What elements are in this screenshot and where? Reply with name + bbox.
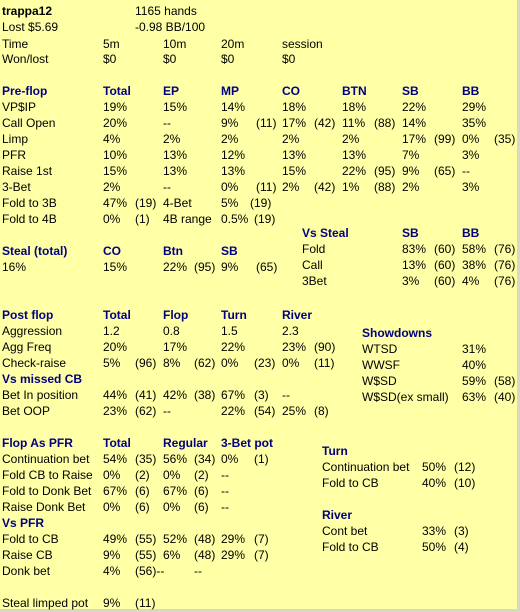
cell-count: (8): [314, 404, 329, 418]
steal-col-sb: SB: [221, 244, 238, 258]
lost-amount: Lost $5.69: [2, 20, 59, 34]
cell-count: (35): [494, 132, 516, 146]
row-label: Fold to 4B: [2, 212, 57, 226]
cell: 1%: [342, 180, 360, 194]
cell: 10%: [103, 148, 128, 162]
cell-count: (3): [454, 524, 469, 538]
cell: --: [462, 164, 470, 178]
cell: 29%: [221, 548, 246, 562]
cell: 2%: [402, 180, 420, 194]
turn-title: Turn: [322, 444, 348, 458]
cell: 67%: [103, 484, 128, 498]
vs-steal-title: Vs Steal: [302, 226, 349, 240]
cell: 19%: [103, 100, 128, 114]
cell: --: [221, 484, 229, 498]
vs-steal-col-sb: SB: [402, 226, 419, 240]
cell: 18%: [342, 100, 367, 114]
row-label: PFR: [2, 148, 26, 162]
cell: 35%: [462, 116, 487, 130]
hands-count: 1165 hands: [135, 4, 197, 18]
cell: 12%: [221, 148, 246, 162]
row-label: Call: [302, 258, 323, 272]
cell: 0%: [163, 500, 181, 514]
preflop-col-total: Total: [103, 84, 131, 98]
showdowns-title: Showdowns: [362, 326, 432, 340]
cell: 56%: [163, 452, 188, 466]
cell-count: (88): [374, 116, 396, 130]
flop-pfr-col-regular: Regular: [163, 436, 208, 450]
cell: 29%: [462, 100, 487, 114]
cell-count: (76): [494, 242, 516, 256]
cell-count: (6): [194, 484, 209, 498]
cell-count: (60): [434, 258, 456, 272]
cell-count: (10): [454, 476, 476, 490]
cell: 5%: [221, 196, 239, 210]
cell-count: (55): [135, 548, 157, 562]
row-label: Fold to CB: [322, 476, 379, 490]
cell: 52%: [163, 532, 188, 546]
preflop-title: Pre-flop: [2, 84, 48, 98]
cell: --: [163, 116, 171, 130]
postflop-col-river: River: [282, 308, 313, 322]
cell-count: (2): [194, 468, 209, 482]
cell: 0%: [462, 132, 480, 146]
cell: 13%: [402, 258, 427, 272]
row-label: Fold: [302, 242, 326, 256]
cell: 3%: [462, 148, 480, 162]
row-label: Raise Donk Bet: [2, 500, 86, 514]
flop-pfr-title: Flop As PFR: [2, 436, 73, 450]
cell-count: (11): [135, 596, 156, 610]
vs-pfr-title: Vs PFR: [2, 516, 45, 530]
row-label: Fold to 3B: [2, 196, 57, 210]
cell: 31%: [462, 342, 487, 356]
cell-count: (3): [254, 388, 269, 402]
cell: 13%: [163, 148, 188, 162]
cell-count: (90): [314, 340, 336, 354]
cell: 0%: [103, 500, 121, 514]
row-label: VP$IP: [2, 100, 37, 114]
cell-count: (55): [135, 532, 157, 546]
cell: 15%: [103, 260, 128, 274]
cell: 54%: [103, 452, 128, 466]
row-label: W$SD(ex small): [362, 390, 449, 404]
cell: 22%: [342, 164, 367, 178]
cell: 22%: [163, 260, 188, 274]
row-label: Raise 1st: [2, 164, 53, 178]
four-bet-label: 4-Bet: [163, 196, 192, 210]
row-label: Steal limped pot: [2, 596, 89, 610]
preflop-col-mp: MP: [221, 84, 239, 98]
cell-count: (65): [434, 164, 456, 178]
cell-count: (42): [314, 180, 336, 194]
cell: 4%: [462, 274, 480, 288]
cell-count: (58): [494, 374, 516, 388]
cell: 22%: [221, 404, 246, 418]
row-label: Fold to Donk Bet: [2, 484, 92, 498]
steal-col-co: CO: [103, 244, 121, 258]
time-col-10m: 10m: [163, 37, 187, 51]
row-label: 3Bet: [302, 274, 327, 288]
cell: 83%: [402, 242, 427, 256]
won-value: $0: [221, 52, 235, 66]
cell: 0%: [103, 212, 121, 226]
cell: 9%: [103, 548, 121, 562]
cell: 15%: [282, 164, 307, 178]
cell-count: (62): [194, 356, 216, 370]
preflop-col-ep: EP: [163, 84, 180, 98]
row-label: Agg Freq: [2, 340, 52, 354]
cell-count: (60): [434, 274, 456, 288]
cell: 13%: [282, 148, 307, 162]
won-lost-label: Won/lost: [2, 52, 49, 66]
cell: 2%: [221, 132, 239, 146]
cell: 0%: [221, 180, 239, 194]
cell-count: (34): [194, 452, 216, 466]
cell: 9%: [221, 116, 239, 130]
row-label: Raise CB: [2, 548, 53, 562]
cell-count: (1): [135, 212, 150, 226]
cell-count: (95): [374, 164, 396, 178]
cell: 14%: [402, 116, 427, 130]
cell: --: [221, 468, 229, 482]
missed-cb-title: Vs missed CB: [2, 372, 83, 386]
cell: 6%: [163, 548, 181, 562]
cell: 3%: [462, 180, 480, 194]
cell: 13%: [342, 148, 367, 162]
cell: 23%: [103, 404, 128, 418]
cell: 25%: [282, 404, 307, 418]
cell-count: (38): [194, 388, 216, 402]
cell-count: (19): [250, 196, 272, 210]
cell: 0%: [221, 452, 239, 466]
cell: 59%: [462, 374, 487, 388]
cell-count: (54): [254, 404, 276, 418]
cell-count: (1): [254, 452, 269, 466]
cell: 33%: [422, 524, 447, 538]
cell-count: (41): [135, 388, 157, 402]
cell: 40%: [422, 476, 447, 490]
cell: 63%: [462, 390, 487, 404]
won-value: $0: [163, 52, 177, 66]
postflop-col-turn: Turn: [221, 308, 247, 322]
cell: 16%: [2, 260, 27, 274]
cell: 13%: [221, 164, 246, 178]
cell: --: [221, 500, 229, 514]
cell-count: (40): [494, 390, 516, 404]
row-label: Call Open: [2, 116, 56, 130]
cell: 49%: [103, 532, 128, 546]
cell-count: (56)--: [135, 564, 165, 578]
cell: 29%: [221, 532, 246, 546]
row-label: W$SD: [362, 374, 397, 388]
cell: 13%: [163, 164, 188, 178]
cell-count: (12): [454, 460, 476, 474]
cell: 0%: [103, 468, 121, 482]
time-col-5m: 5m: [103, 37, 120, 51]
cell: 20%: [103, 340, 128, 354]
row-label: Continuation bet: [2, 452, 90, 466]
cell: 47%: [103, 196, 128, 210]
cell-count: (19): [254, 212, 276, 226]
row-label: Fold to CB: [2, 532, 59, 546]
cell: 15%: [163, 100, 188, 114]
cell-count: (2): [135, 468, 150, 482]
cell: 17%: [402, 132, 427, 146]
cell-count: (6): [135, 500, 150, 514]
cell: 9%: [402, 164, 420, 178]
won-value: $0: [103, 52, 117, 66]
row-label: Limp: [2, 132, 29, 146]
cell-count: (76): [494, 258, 516, 272]
postflop-col-flop: Flop: [163, 308, 189, 322]
cell: 9%: [103, 596, 121, 610]
cell: 1.2: [103, 324, 120, 338]
river-title: River: [322, 508, 353, 522]
cell-count: (48): [194, 532, 216, 546]
cell-count: (88): [374, 180, 396, 194]
cell-count: (11): [256, 116, 277, 130]
time-col-session: session: [282, 37, 323, 51]
cell-count: (11): [314, 356, 335, 370]
cell: 50%: [422, 540, 447, 554]
cell: 18%: [282, 100, 307, 114]
cell: --: [282, 388, 290, 402]
cell-count: (48): [194, 548, 216, 562]
four-bet-range-label: 4B range: [163, 212, 212, 226]
cell: 38%: [462, 258, 487, 272]
cell: 14%: [221, 100, 246, 114]
cell-count: (60): [434, 242, 456, 256]
cell-count: (96): [135, 356, 157, 370]
cell: 2%: [342, 132, 360, 146]
vs-steal-col-bb: BB: [462, 226, 480, 240]
cell-count: (6): [135, 484, 150, 498]
cell-count: (65): [256, 260, 278, 274]
cell-count: (11): [256, 180, 277, 194]
won-value: $0: [282, 52, 296, 66]
cell: 22%: [402, 100, 427, 114]
preflop-col-co: CO: [282, 84, 300, 98]
cell: 8%: [163, 356, 181, 370]
cell-count: (6): [194, 500, 209, 514]
cell: 2%: [282, 180, 300, 194]
cell-count: (35): [135, 452, 157, 466]
cell: 15%: [103, 164, 128, 178]
cell: 2%: [103, 180, 121, 194]
preflop-col-sb: SB: [402, 84, 419, 98]
cell: 4%: [103, 132, 121, 146]
cell-count: (7): [254, 532, 269, 546]
row-label: WWSF: [362, 358, 400, 372]
row-label: 3-Bet: [2, 180, 31, 194]
cell: 0.5%: [221, 212, 249, 226]
cell: 40%: [462, 358, 487, 372]
cell: 0.8: [163, 324, 180, 338]
cell: 67%: [163, 484, 188, 498]
cell: 0%: [221, 356, 239, 370]
cell: 2%: [163, 132, 181, 146]
cell-count: (76): [494, 274, 516, 288]
cell-count: (19): [135, 196, 157, 210]
cell: 20%: [103, 116, 128, 130]
row-label: Aggression: [2, 324, 63, 338]
cell: --: [194, 564, 202, 578]
cell: 0%: [163, 468, 181, 482]
bb-per-100: -0.98 BB/100: [135, 20, 206, 34]
cell: 0%: [282, 356, 300, 370]
cell: --: [163, 180, 171, 194]
row-label: Fold to CB: [322, 540, 379, 554]
cell: 2.3: [282, 324, 299, 338]
cell: 44%: [103, 388, 128, 402]
row-label: Fold CB to Raise: [2, 468, 93, 482]
cell: 42%: [163, 388, 188, 402]
cell: 22%: [221, 340, 246, 354]
preflop-col-btn: BTN: [342, 84, 367, 98]
cell: 2%: [282, 132, 300, 146]
time-label: Time: [2, 37, 29, 51]
cell: 17%: [163, 340, 188, 354]
cell: 5%: [103, 356, 121, 370]
player-name: trappa12: [2, 4, 53, 18]
row-label: Bet OOP: [2, 404, 51, 418]
cell: 50%: [422, 460, 447, 474]
row-label: Bet In position: [2, 388, 79, 402]
cell-count: (4): [454, 540, 469, 554]
row-label: Donk bet: [2, 564, 51, 578]
cell: --: [163, 404, 171, 418]
cell: 1.5: [221, 324, 238, 338]
steal-title: Steal (total): [2, 244, 68, 258]
row-label: Cont bet: [322, 524, 368, 538]
cell: 11%: [342, 116, 366, 130]
cell-count: (7): [254, 548, 269, 562]
postflop-col-total: Total: [103, 308, 131, 322]
flop-pfr-col-total: Total: [103, 436, 131, 450]
cell-count: (23): [254, 356, 276, 370]
row-label: Check-raise: [2, 356, 67, 370]
flop-pfr-col-3bet: 3-Bet pot: [221, 436, 273, 450]
cell-count: (62): [135, 404, 157, 418]
preflop-col-bb: BB: [462, 84, 480, 98]
cell: 9%: [221, 260, 239, 274]
cell: 67%: [221, 388, 246, 402]
cell-count: (95): [194, 260, 216, 274]
row-label: WTSD: [362, 342, 398, 356]
cell: 23%: [282, 340, 307, 354]
steal-col-btn: Btn: [163, 244, 183, 258]
cell-count: (42): [314, 116, 336, 130]
row-label: Continuation bet: [322, 460, 410, 474]
postflop-title: Post flop: [2, 308, 54, 322]
time-col-20m: 20m: [221, 37, 245, 51]
cell: 7%: [402, 148, 420, 162]
cell: 17%: [282, 116, 307, 130]
cell: 58%: [462, 242, 487, 256]
cell: 4%: [103, 564, 121, 578]
cell: 3%: [402, 274, 420, 288]
cell-count: (99): [434, 132, 456, 146]
